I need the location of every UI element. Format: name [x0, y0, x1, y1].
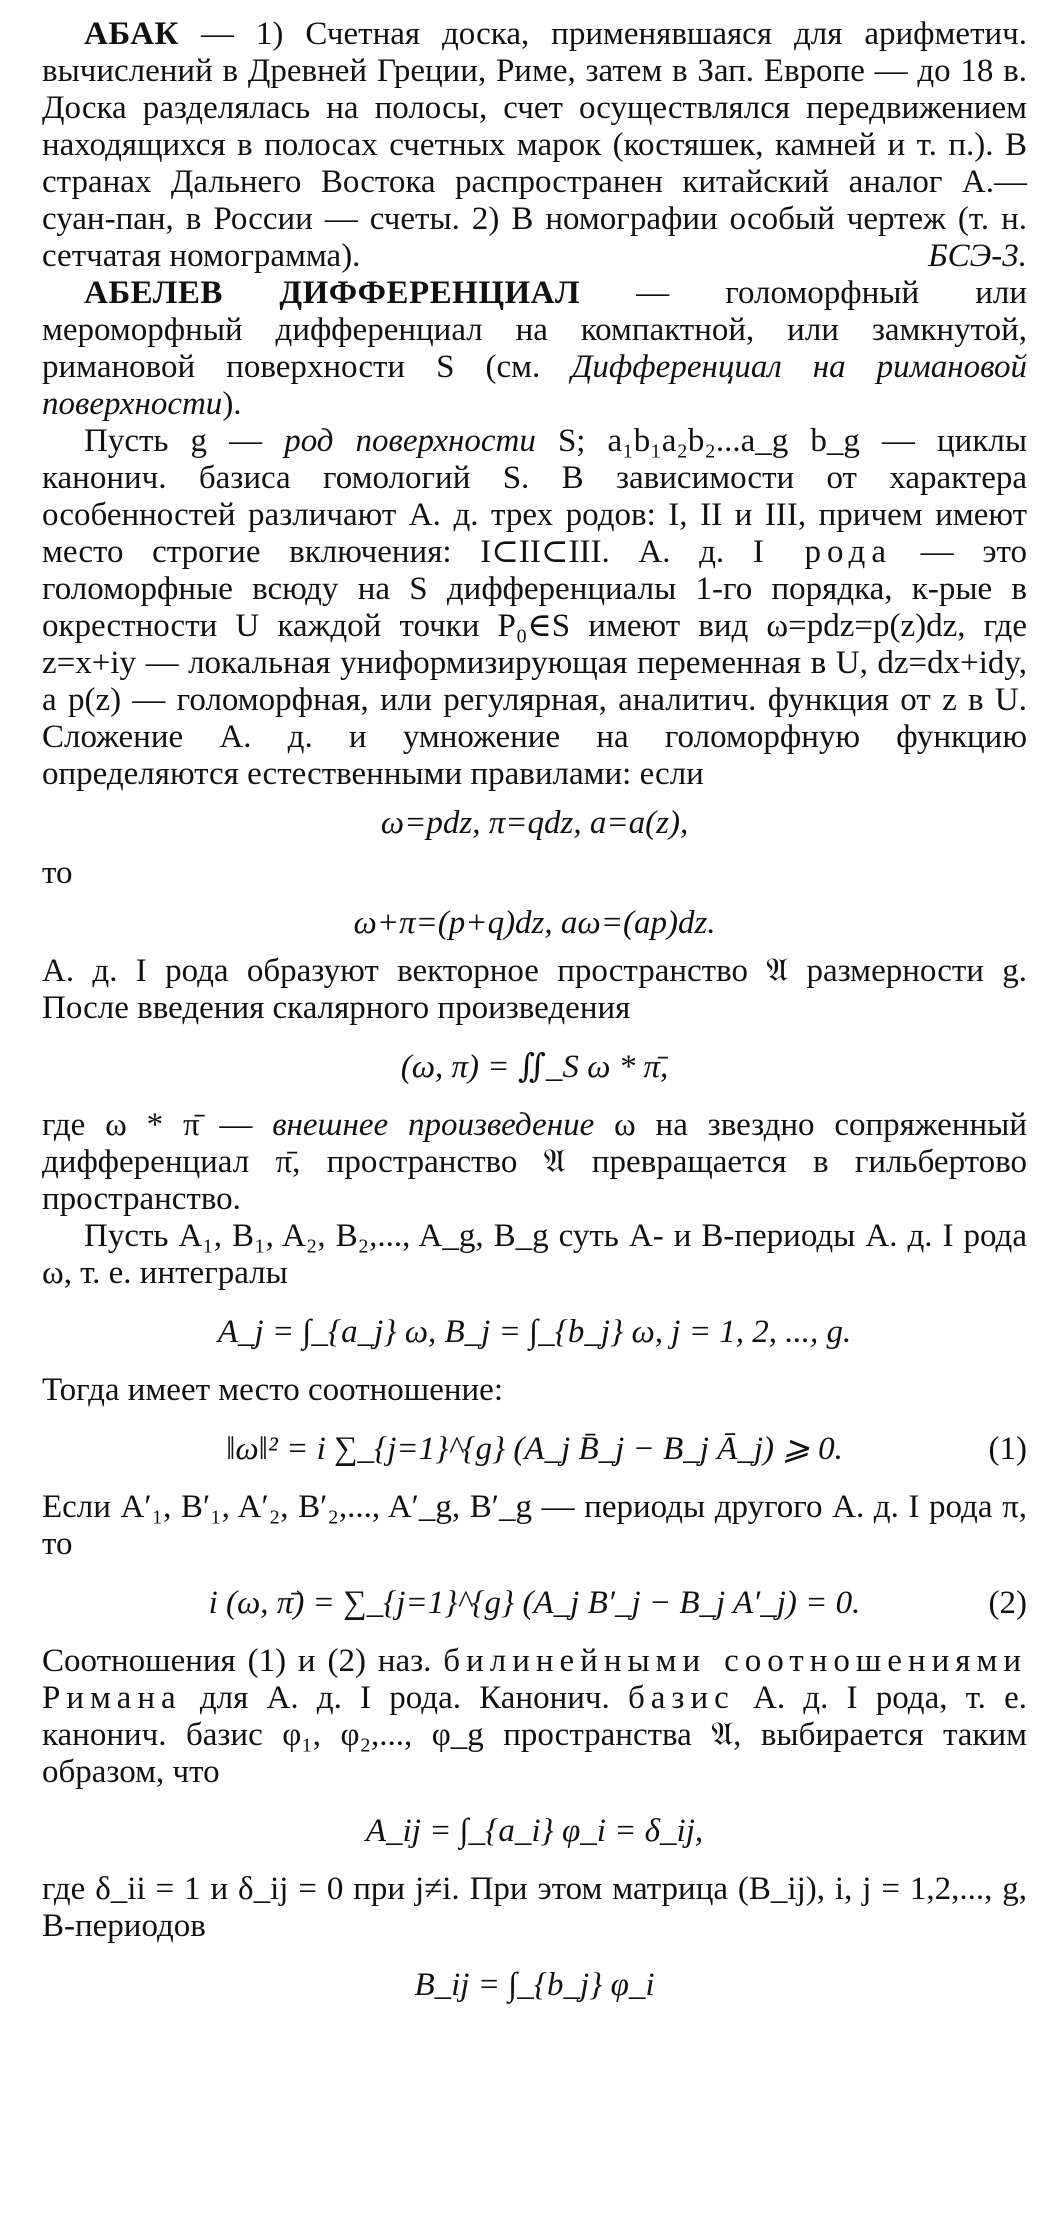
entry-abelev-tail: ). [222, 386, 242, 422]
paragraph-definition-part: Пусть g — [84, 423, 285, 459]
paragraph-hilbert-term: внешнее произведение [272, 1107, 595, 1143]
entry-abak-reference: БСЭ-3. [928, 238, 1027, 274]
entry-abelev-head: АБЕЛЕВ ДИФФЕРЕНЦИАЛ [84, 275, 581, 311]
paragraph-bilinear-spaced: билинейными соотношениями Римана [42, 1643, 1027, 1716]
paragraph-hilbert-part: ω на звездно сопряженный дифференциал π̄, пространство 𝔄 превращается в гильбертово пространство. [42, 1107, 1027, 1217]
entry-abelev-text: — голоморфный или мероморфный дифференциал на компактной, или замкнутой, римановой поверхности S (см. [42, 275, 1028, 385]
entry-abak-head: АБАК [84, 16, 179, 52]
formula-b-periods: B_ij = ∫_{b_j} φ_i [414, 1967, 655, 2003]
paragraph-periods: Пусть A₁, B₁, A₂, B₂,..., A_g, B_g суть A- и B-периоды А. д. I рода ω, т. е. интегралы [42, 1218, 1027, 1291]
formula-2-body: i (ω, π̄) = ∑_{j=1}^{g} (A_j B′_j − B_j A′_j) = 0. [208, 1585, 861, 1621]
formula-inner-product: (ω, π) = ∬_S ω * π̄, [400, 1049, 669, 1085]
paragraph-definition-spaced: I рода [752, 534, 892, 570]
formula-periods: A_j = ∫_{a_j} ω, B_j = ∫_{b_j} ω, j = 1, 2, ..., g. [217, 1314, 852, 1350]
formula-1-body: ‖ω‖² = i ∑_{j=1}^{g} (A_j B̄_j − B_j Ā_j) ⩾ 0. [226, 1431, 843, 1467]
paragraph-other-periods: Если A′₁, B′₁, A′₂, B′₂,..., A′_g, B′_g — периоды другого А. д. I рода π, то [42, 1489, 1027, 1562]
entry-abak [42, 16, 1027, 275]
paragraph-bilinear-part: для А. д. I рода. Канонич. [181, 1680, 628, 1716]
paragraph-definition-part: S; a₁b₁a₂b₂...a_g b_g — циклы канонич. базиса гомологий S. В зависимости от характера особенностей различают А. д. трех родов: I, II и III, причем имеют место строгие включения: I⊂II⊂III. А. д. [42, 423, 1027, 570]
word-to: то [42, 855, 73, 891]
formula-1-number: (1) [988, 1431, 1027, 1467]
paragraph-bilinear-spaced: базис [627, 1680, 735, 1716]
paragraph-bilinear [42, 1643, 1027, 1791]
entry-abak-text: — 1) Счетная доска, применявшаяся для арифметич. вычислений в Древней Греции, Риме, затем в Зап. Европе — до 18 в. Доска разделялась на полосы, счет осуществлялся передвижением находящихся в полосах счетных марок (костяшек, камней и т. п.). В странах Дальнего Востока распространен китайский аналог А.— суан-пан, в России — счеты. 2) В номографии особый чертеж (т. н. сетчатая номограмма). [42, 16, 1027, 274]
formula-1 [42, 1417, 1027, 1481]
paragraph-vector-space: А. д. I рода образуют векторное пространство 𝔄 размерности g. После введения скалярного произведения [42, 953, 1027, 1026]
paragraph-definition [42, 423, 1027, 793]
paragraph-matrix: где δ_ii = 1 и δ_ij = 0 при j≠i. При этом матрица (B_ij), i, j = 1,2,..., g, B-периодов [42, 1871, 1027, 1944]
formula-canonical-basis: A_ij = ∫_{a_i} φ_i = δ_ij, [365, 1813, 704, 1849]
formula-forms: ω=pdz, π=qdz, a=a(z), [380, 805, 689, 841]
paragraph-bilinear-part: А. д. I рода, т. е. канонич. базис φ₁, φ₂,..., φ_g пространства 𝔄, выбирается таким образом, что [42, 1680, 1027, 1790]
paragraph-relation: Тогда имеет место соотношение: [42, 1372, 503, 1408]
formula-2-number: (2) [988, 1585, 1027, 1621]
entry-abelev [42, 275, 1027, 423]
paragraph-definition-term: род поверхности [284, 423, 536, 459]
page [42, 16, 1027, 2025]
paragraph-hilbert-part: где ω * π̄ — [42, 1107, 273, 1143]
paragraph-bilinear-part: Соотношения (1) и (2) наз. [42, 1643, 444, 1679]
formula-2 [42, 1571, 1027, 1635]
entry-abelev-crossref: Дифференциал на римановой поверхности [42, 349, 1028, 422]
paragraph-definition-part: — это голоморфные всюду на S дифференциалы 1-го порядка, к-рые в окрестности U каждой точки P₀∈S имеют вид ω=pdz=p(z)dz, где z=x+iy — локальная униформизирующая переменная в U, dz=dx+idy, а p(z) — голоморфная, или регулярная, аналитич. функция от z в U. Сложение А. д. и умножение на голоморфную функцию определяются естественными правилами: если [42, 534, 1027, 792]
paragraph-hilbert [42, 1107, 1027, 1218]
formula-sum: ω+π=(p+q)dz, aω=(ap)dz. [353, 905, 716, 941]
